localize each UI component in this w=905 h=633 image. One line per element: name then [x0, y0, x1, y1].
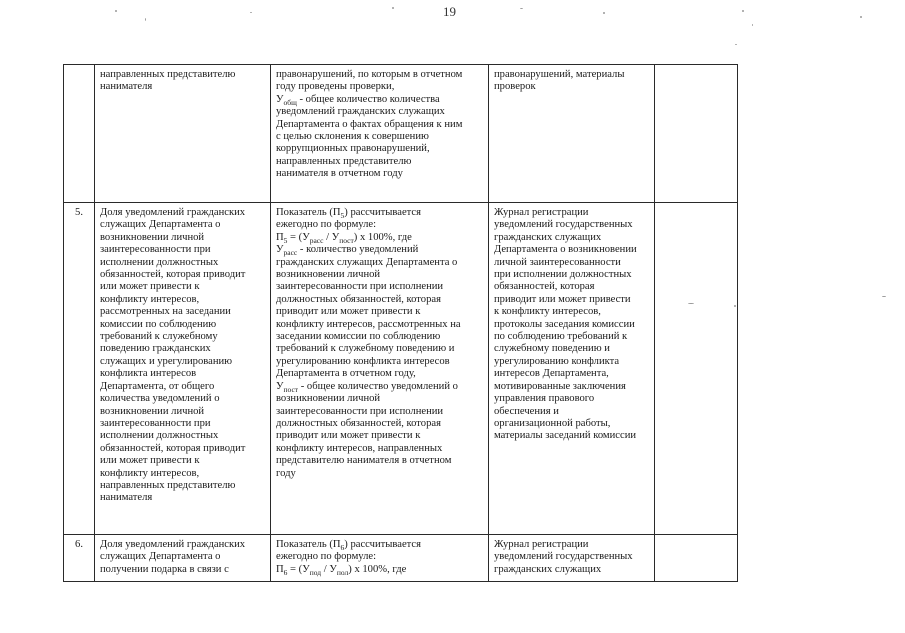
cell-text-line: приводит или может привести: [494, 293, 631, 305]
cell-text-line: материалы заседаний комиссии: [494, 430, 637, 442]
cell-text-line: урегулированию конфликта: [494, 355, 620, 367]
extra-cell: [655, 535, 738, 582]
cell-text-line: возникновении личной: [100, 405, 205, 417]
row-number-cell: [64, 535, 95, 582]
cell-text-line: требований к служебному: [100, 331, 218, 343]
cell-text-line: обязанностей, которая приводит: [100, 269, 246, 281]
cell-text-line: приводит или может привести к: [276, 430, 421, 442]
indicator-cell: [95, 203, 271, 535]
formula-cell: [271, 535, 489, 582]
cell-text-line: представителю нанимателя в отчетном: [276, 455, 452, 467]
cell-text-line: Департамента о фактах обращения к ним: [276, 118, 463, 130]
extra-cell: [655, 65, 738, 203]
cell-text-line: комиссии по соблюдению: [100, 318, 217, 330]
cell-text-line: Департамента в отчетном году,: [276, 368, 416, 380]
cell-text-line: требований к служебному поведению и: [276, 343, 455, 355]
cell-text-line: или может привести к: [100, 281, 200, 293]
cell-text-line: направленных представителю: [100, 479, 236, 491]
cell-text-line: Журнал регистрации: [494, 539, 589, 550]
cell-text-line: гражданских служащих: [494, 563, 602, 575]
cell-text-line: $П_5 = (У_{расс} / У_{пост})$ х 100%, где: [276, 231, 412, 245]
row-number-cell: [64, 65, 95, 203]
cell-text-line: гражданских служащих: [494, 231, 602, 243]
cell-text-line: количества уведомлений о: [100, 393, 220, 405]
cell-text-line: должностных обязанностей, которая: [276, 293, 441, 305]
cell-text-line: организационной работы,: [494, 417, 611, 429]
cell-text-line: обеспечения и: [494, 405, 559, 417]
cell-text-line: заинтересованности при исполнении: [276, 405, 444, 417]
cell-text-line: направленных представителю: [276, 155, 412, 167]
cell-text-line: возникновении личной: [276, 393, 381, 405]
table-row: [64, 203, 738, 535]
scan-speck: [735, 44, 737, 45]
cell-text-line: при исполнении должностных: [494, 269, 632, 281]
cell-text-line: обязанностей, которая: [494, 281, 595, 293]
cell-text-line: заинтересованности при: [100, 244, 211, 256]
cell-text-line: урегулированию конфликта интересов: [276, 355, 450, 367]
cell-text-line: Департамента, от общего: [100, 380, 215, 392]
cell-text-line: рассмотренных на заседании: [100, 306, 231, 318]
cell-text: 6.: [75, 539, 83, 550]
cell-text-line: обязанностей, которая приводит: [100, 442, 246, 454]
cell-text-line: служащих и урегулированию: [100, 355, 233, 367]
source-cell: [489, 535, 655, 582]
indicator-cell: [95, 65, 271, 203]
indicator-cell: [95, 535, 271, 582]
cell-text-line: правонарушений, материалы: [494, 69, 625, 80]
cell-text-line: поведению гражданских: [100, 343, 211, 355]
cell-text: 5.: [75, 207, 83, 218]
cell-text-line: конфликту интересов, рассмотренных на: [276, 318, 461, 330]
cell-text-line: к конфликту интересов,: [494, 306, 601, 318]
page-number: 19: [443, 4, 456, 19]
table-row: [64, 65, 738, 203]
cell-text-line: $У_{пост}$ - общее количество уведомлений о: [276, 380, 458, 394]
cell-text-line: нанимателя в отчетном году: [276, 168, 403, 180]
formula-cell: [271, 65, 489, 203]
cell-text-line: получении подарка в связи с: [100, 563, 229, 575]
cell-text-line: правонарушений, по которым в отчетном: [276, 69, 463, 80]
cell-text-line: мотивированные заключения: [494, 380, 626, 392]
cell-text-line: или может привести к: [100, 455, 200, 467]
cell-text-line: уведомлений государственных: [494, 219, 633, 231]
row-number-cell: [64, 203, 95, 535]
cell-text-line: заинтересованности при исполнении: [276, 281, 444, 293]
extra-cell: [655, 203, 738, 535]
scan-speck: [250, 12, 252, 13]
cell-text-line: проверок: [494, 81, 536, 93]
scan-speck: [882, 296, 886, 297]
source-cell: [489, 203, 655, 535]
source-cell: [489, 65, 655, 203]
cell-text-line: году: [276, 467, 296, 479]
cell-text-line: исполнении должностных: [100, 256, 219, 268]
cell-text-line: личной заинтересованности: [494, 256, 621, 268]
cell-text-line: уведомлений гражданских служащих: [276, 106, 445, 118]
cell-text-line: ежегодно по формуле:: [276, 551, 377, 563]
cell-text-line: конфликту интересов,: [100, 467, 200, 479]
scan-speck: [742, 10, 744, 12]
cell-text-line: Департамента о возникновении: [494, 244, 637, 256]
indicators-table: [63, 64, 738, 582]
cell-text-line: служащих Департамента о: [100, 219, 221, 231]
cell-text-line: управления правового: [494, 393, 595, 405]
cell-text-line: заседании комиссии по соблюдению: [276, 331, 441, 343]
cell-text-line: Журнал регистрации: [494, 207, 589, 218]
cell-text-line: заинтересованности при: [100, 417, 211, 429]
cell-text-line: году проведены проверки,: [276, 81, 395, 93]
scan-speck: [603, 12, 605, 14]
scan-speck: [520, 8, 523, 9]
cell-text-line: интересов Департамента,: [494, 368, 609, 380]
cell-text-line: Доля уведомлений гражданских: [100, 207, 246, 218]
cell-text-line: коррупционных правонарушений,: [276, 143, 430, 155]
cell-text-line: Показатель $(П_6)$ рассчитывается: [276, 539, 421, 553]
cell-text-line: протоколы заседания комиссии: [494, 318, 635, 330]
cell-text-line: нанимателя: [100, 81, 153, 93]
cell-text-line: $У_{общ}$ - общее количество количества: [276, 93, 440, 107]
cell-text-line: гражданских служащих Департамента о: [276, 256, 458, 268]
cell-text-line: $У_{расс}$ - количество уведомлений: [276, 244, 419, 258]
cell-text-line: конфликту интересов,: [100, 293, 200, 305]
cell-text-line: конфликта интересов: [100, 368, 197, 380]
cell-text-line: нанимателя: [100, 492, 153, 504]
cell-text-line: Показатель $(П_5)$ рассчитывается: [276, 207, 421, 221]
formula-cell: [271, 203, 489, 535]
cell-text-line: служащих Департамента о: [100, 551, 221, 563]
cell-text-line: уведомлений государственных: [494, 551, 633, 563]
cell-text-line: приводит или может привести к: [276, 306, 421, 318]
scan-speck: [115, 10, 117, 12]
cell-text-line: по соблюдению требований к: [494, 331, 628, 343]
cell-text-line: возникновении личной: [100, 231, 205, 243]
cell-text-line: $П_6 = (У_{под} / У_{пол})$ х 100%, где: [276, 563, 407, 577]
cell-text-line: конфликту интересов, направленных: [276, 442, 443, 454]
cell-text-line: направленных представителю: [100, 69, 236, 80]
table-body: [64, 65, 738, 582]
cell-text-line: Доля уведомлений гражданских: [100, 539, 246, 550]
cell-text-line: возникновении личной: [276, 269, 381, 281]
cell-text-line: служебному поведению и: [494, 343, 610, 355]
scan-speck: [145, 18, 146, 21]
cell-text-line: ежегодно по формуле:: [276, 219, 377, 231]
cell-text-line: исполнении должностных: [100, 430, 219, 442]
table-row: [64, 535, 738, 582]
cell-text-line: должностных обязанностей, которая: [276, 417, 441, 429]
scan-speck: [392, 7, 394, 9]
cell-text-line: с целью склонения к совершению: [276, 131, 429, 143]
scan-speck: [860, 16, 862, 18]
scan-speck: [752, 24, 753, 26]
